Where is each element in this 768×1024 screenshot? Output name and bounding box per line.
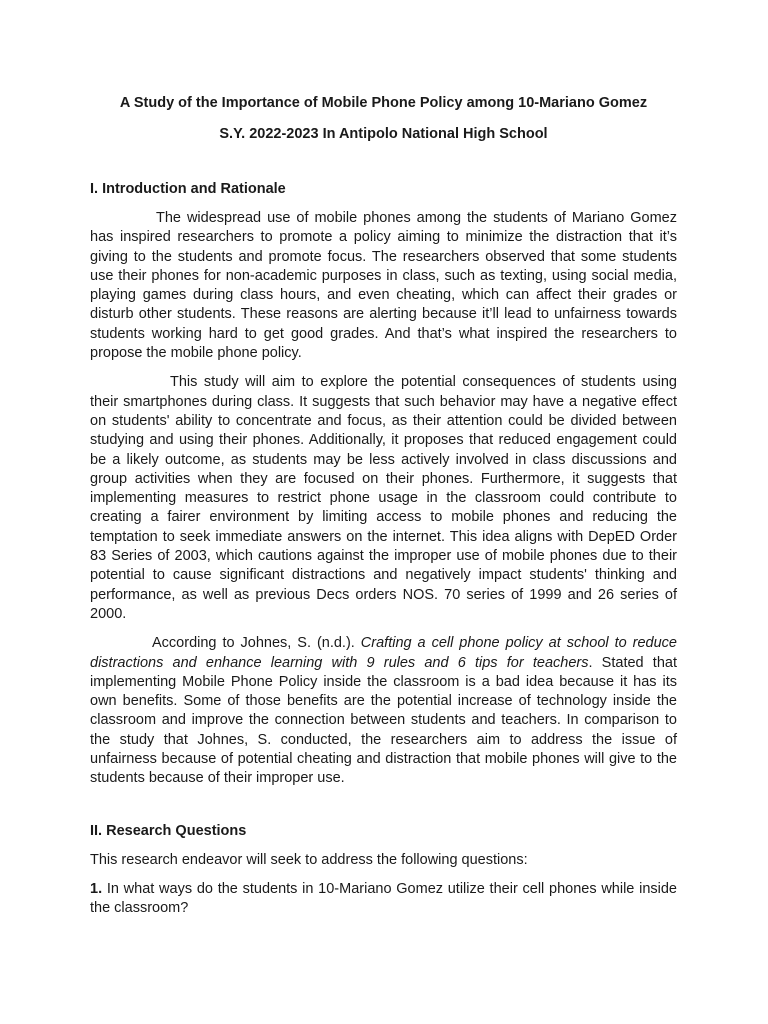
citation-lead: According to Johnes, S. (n.d.). — [152, 635, 361, 652]
question-number: 1. — [90, 880, 103, 897]
research-questions-lead: This research endeavor will seek to address the following questions: — [90, 851, 528, 868]
document-title-line-2: S.Y. 2022-2023 In Antipolo National High School — [219, 126, 548, 142]
citation-body: . Stated that implementing Mobile Phone Policy inside the classroom is a bad idea because it has its own benefits. Some of those benefits are the potential increase of technology inside the classroom and improve the connection between students and teachers. In comparison to the study that Johnes, S. conducted, the researchers aim to address the issue of unfairness because of potential cheating and distraction that mobile phones will give to the students because of their improper use. — [90, 654, 677, 787]
research-question-1 — [90, 880, 677, 919]
intro-paragraph-3 — [90, 634, 677, 788]
document-title-line-1: A Study of the Importance of Mobile Phone Policy among 10-Mariano Gomez — [119, 95, 648, 111]
question-text: In what ways do the students in 10-Mariano Gomez utilize their cell phones while inside the classroom? — [90, 880, 677, 916]
intro-paragraph-2: This study will aim to explore the potential consequences of students using their smartphones during class. It suggests that such behavior may have a negative effect on students' ability to concentrate and focus, as their attention could be divided between studying and using their phones. Additionally, it proposes that reduced engagement could be a likely outcome, as students may be less actively involved in class discussions and group activities when they are focused on their phones. Furthermore, it suggests that implementing measures to restrict phone usage in the classroom could contribute to creating a fairer environment by limiting access to mobile phones and reducing the temptation to seek immediate answers on the internet. This idea aligns with DepED Order 83 Series of 2003, which cautions against the improper use of mobile phones due to their potential to cause significant distractions and negatively impact students' thinking and performance, as well as previous Decs orders NOS. 70 series of 1999 and 26 series of 2000. — [90, 374, 677, 622]
section-heading-research-questions: II. Research Questions — [90, 822, 247, 839]
intro-paragraph-1: The widespread use of mobile phones among the students of Mariano Gomez has inspired researchers to promote a policy aiming to minimize the distraction that it’s giving to the students and promote focus. The researchers observed that some students use their phones for non-academic purposes in class, such as texting, using social media, playing games during class hours, and even cheating, which can affect their grades or disturb other students. These reasons are alerting because it’ll lead to unfairness towards students working hard to get good grades. And that’s what inspired the researchers to propose the mobile phone policy. — [90, 210, 677, 362]
section-heading-introduction: I. Introduction and Rationale — [90, 181, 286, 197]
citation-title: Crafting a cell phone policy at school to reduce distractions and enhance learning with 9 rules and 6 tips for teachers — [90, 635, 677, 671]
